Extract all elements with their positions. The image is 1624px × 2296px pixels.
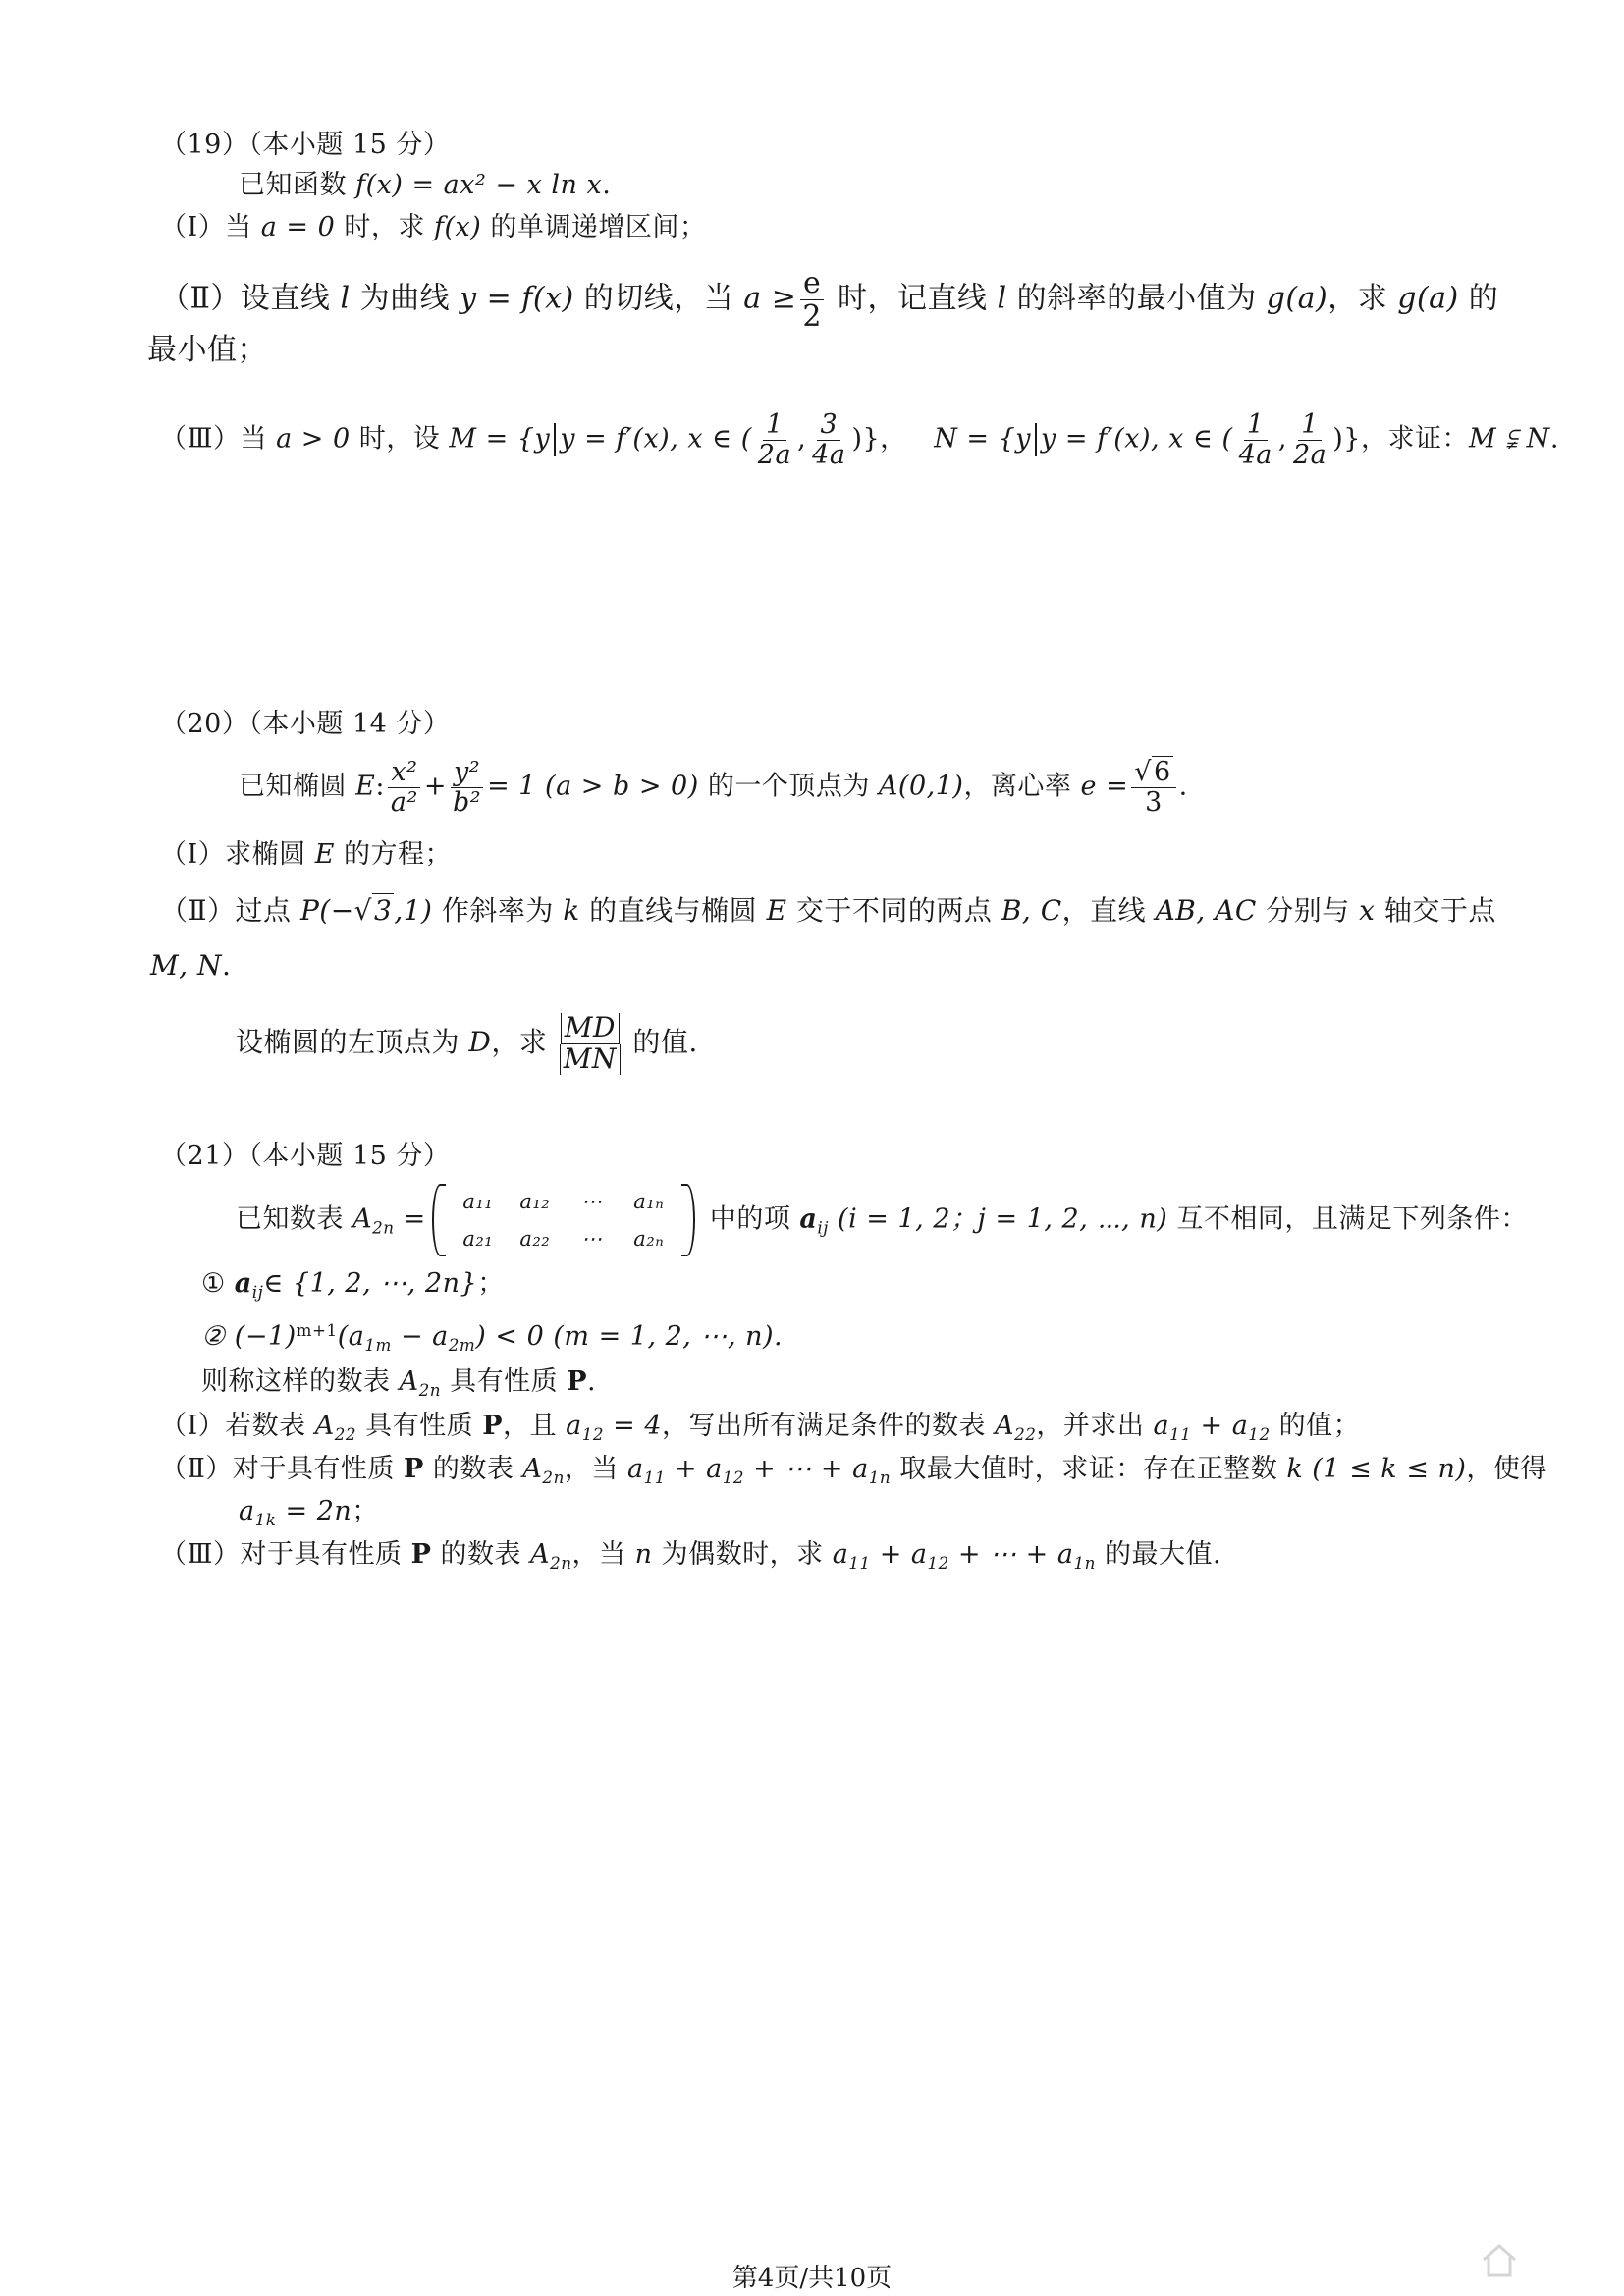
q21-part2-cont: $a_{1k} = 2n$； [239,1496,379,1529]
watermark-logo [1478,2236,1596,2281]
q21-part2: （Ⅱ）对于具有性质 P 的数表 $A_{2n}$，当 $a_{11} + a_{12}$ + ⋯ + $a_{1n}$ 取最大值时，求证：存在正整数 k (1 ≤ k ≤ n)，使得 [160,1454,1547,1487]
q21-part1: （Ⅰ）若数表 $A_{22}$ 具有性质 P，且 $a_{12} = 4$，写出所有满足条件的数表 $A_{22}$，并求出 $a_{11} + a_{12}$ 的值； [160,1411,1361,1444]
q20-part2: （Ⅱ）过点 P(−√3,1) 作斜率为 k 的直线与椭圆 E 交于不同的两点 B, C，直线 AB, AC 分别与 x 轴交于点 [160,894,1496,927]
q20-header: （20）（本小题 14 分） [160,709,451,739]
q19-header: （19）（本小题 15 分） [160,130,451,160]
q20-part1: （Ⅰ）求椭圆 E 的方程； [160,839,453,870]
q21-stem: 已知数表 $A_{2n}$ = a₁₁ a₁₂ ⋯ a₁ₙ a₂₁ a₂₂ ⋯ a₂ₙ 中的项 $a_{ij}$ (i = 1, 2；j = 1, 2, ⋯, n) 互不相同，且满足下列条件： [236,1184,1528,1256]
q19-part1: （Ⅰ）当 a = 0 时，求 f(x) 的单调递增区间； [160,212,707,242]
q19-part3: （Ⅲ）当 a > 0 时，设 M = {y y = f′(x), x ∈ ( $\frac{1}{2a}$ , $\frac{3}{4a}$ )}， N = {y y = f′(x), x ∈ ( $\frac{1}{4a}$ , $\frac{1}{2a}$ )}，求证：M ⫋ N. [160,409,1559,470]
q21-matrix: a₁₁ a₁₂ ⋯ a₁ₙ a₂₁ a₂₂ ⋯ a₂ₙ [432,1184,695,1256]
q20-part3: 设椭圆的左顶点为 D，求 $\frac{MD}{MN}$ 的值. [236,1011,698,1075]
house-icon [1484,2246,1515,2275]
q20-stem: 已知椭圆 E: $\frac{\text{x²}}{\text{a²}}$ + $\frac{\text{y²}}{\text{b²}}$ = 1 (a > b > 0) 的一个顶点为 A(0,1)，离心率 e = $\frac{√6}{3}$ . [239,757,1188,818]
q21-cond2: ② $(-1)^{m+1}(a_{1m} - a_{2m}) < 0$ (m = 1, 2, ⋯, n). [201,1320,784,1356]
q21-cond1: ① $a_{ij}\in$ {1, 2, ⋯, 2n}； [201,1268,505,1302]
q19-part2: （Ⅱ）设直线 l 为曲线 y = f(x) 的切线，当 a ≥ $\frac{e}{2}$ 时，记直线 l 的斜率的最小值为 g(a)，求 g(a) 的 [160,266,1499,334]
q21-definition: 则称这样的数表 $A_{2n}$ 具有性质 P. [201,1366,597,1400]
q21-header: （21）（本小题 15 分） [160,1141,451,1171]
q21-part3: （Ⅲ）对于具有性质 P 的数表 $A_{2n}$，当 n 为偶数时，求 $a_{11} + a_{12}$ + ⋯ + $a_{1n}$ 的最大值. [160,1539,1222,1573]
q20-part2-cont: M, N. [150,949,232,982]
q19-stem: 已知函数 f(x) = ax² − x ln x. [239,170,612,200]
q19-part2-cont: 最小值； [147,333,267,367]
page-number: 第4页/共10页 [731,2264,893,2293]
